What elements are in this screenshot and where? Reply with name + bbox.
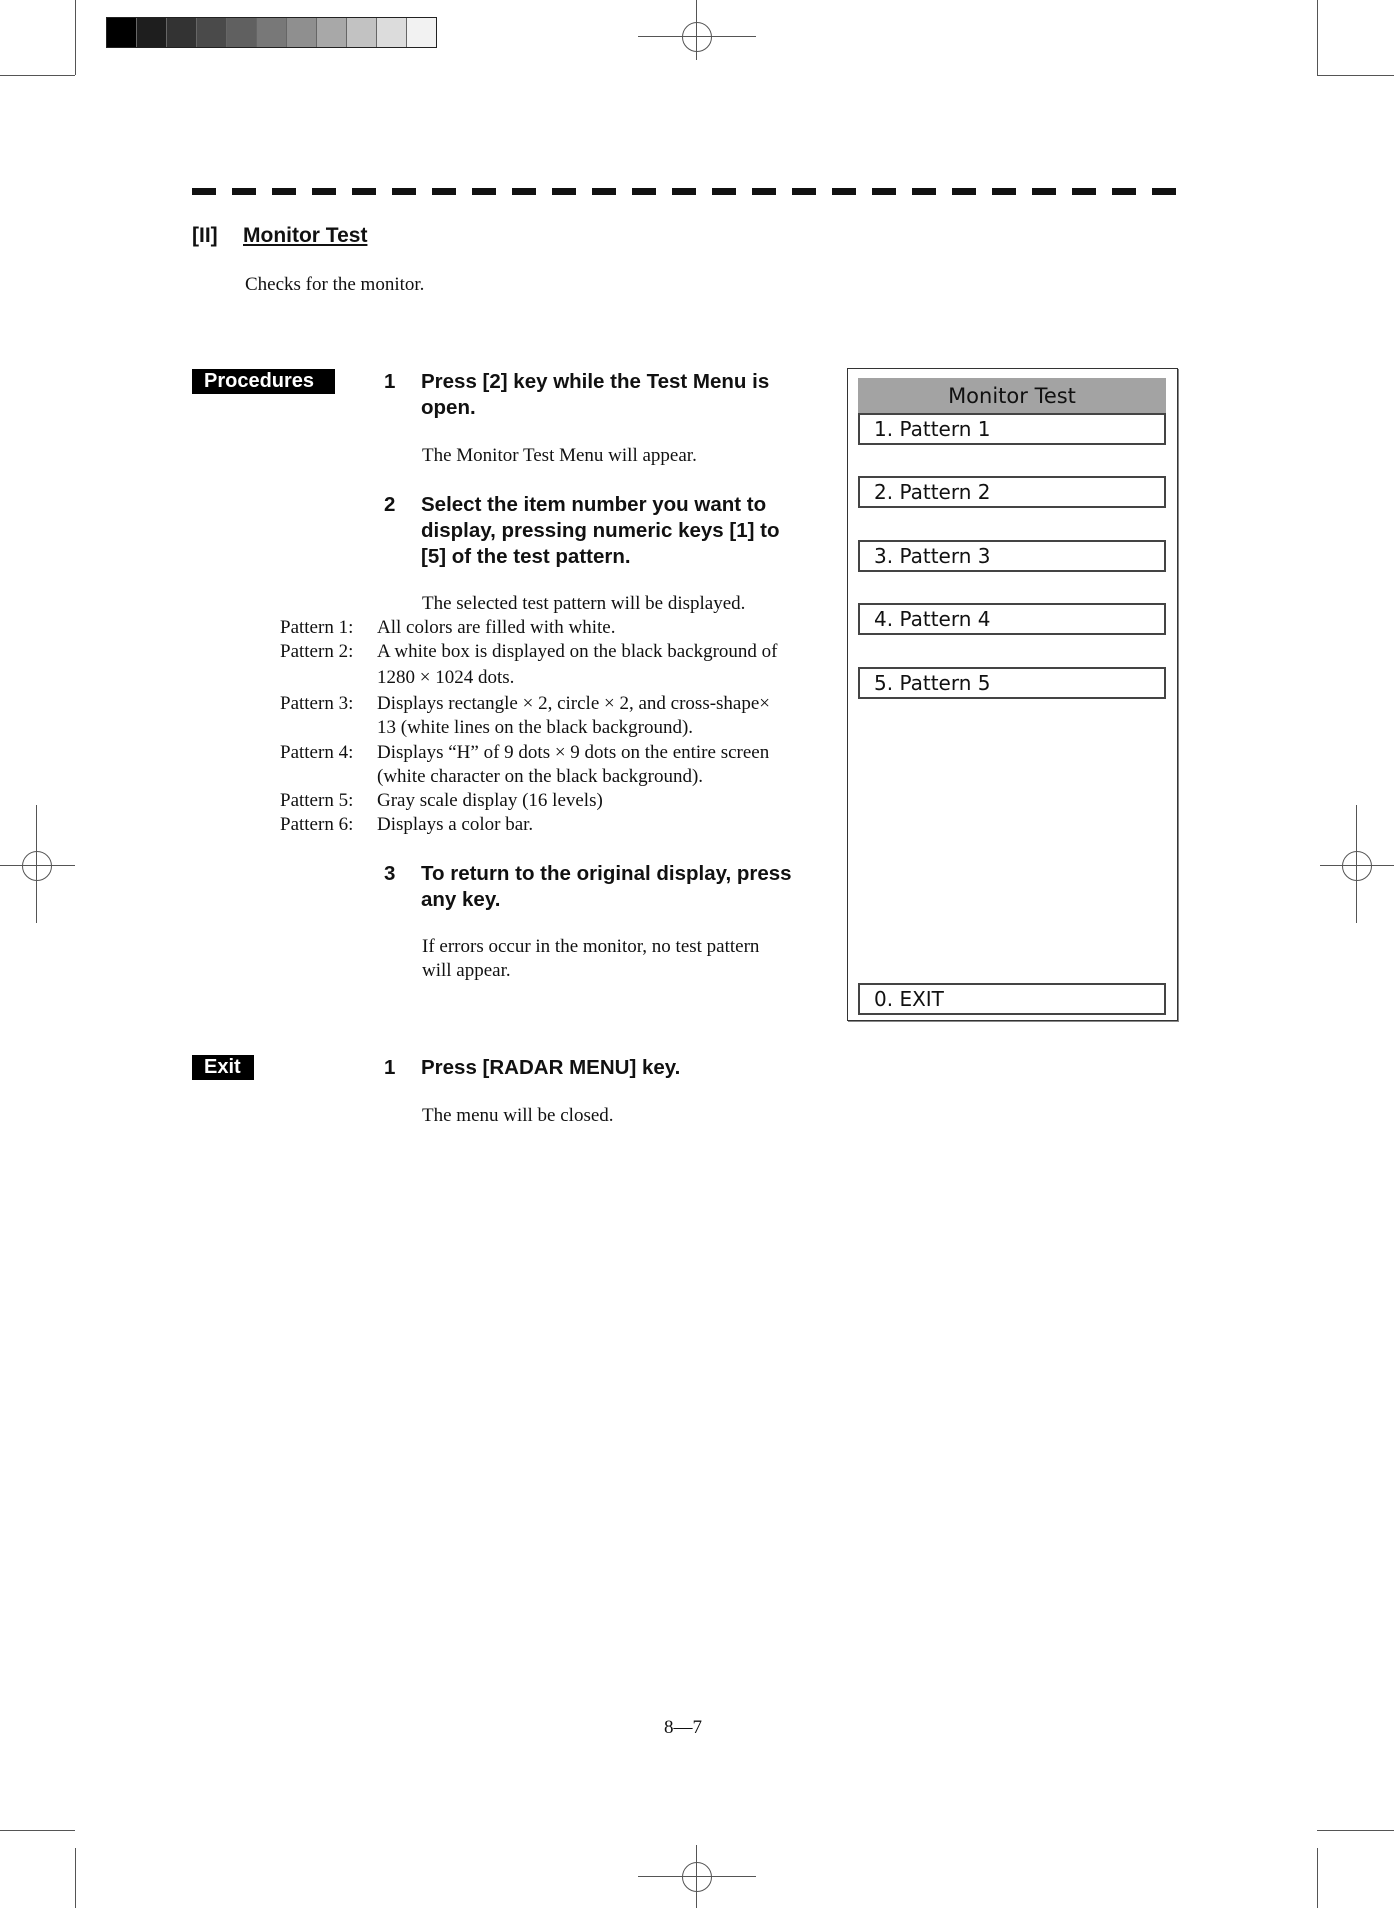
step-1-line-1: Press [2] key while the Test Menu is [421,370,770,393]
step-2-line-3: [5] of the test pattern. [421,545,631,568]
exit-step-number: 1 [384,1056,396,1079]
step-1-number: 1 [384,370,396,393]
menu-item-label: 4. Pattern 4 [874,607,991,631]
step-3-note-line-1: If errors occur in the monitor, no test pattern [422,936,760,957]
menu-item-label: 0. EXIT [874,987,944,1011]
gray-scale-strip [106,17,437,48]
gray-swatch [227,18,257,47]
pattern-desc [377,741,817,789]
section-intro: Checks for the monitor. [245,274,425,295]
step-3-text [421,861,851,913]
pattern-desc-line-2: 13 (white lines on the black background). [377,717,694,738]
pattern-label: Pattern 5: [280,790,354,811]
section-number: [II] [192,224,218,247]
menu-item-label: 3. Pattern 3 [874,544,991,568]
pattern-label: Pattern 2: [280,641,354,662]
pattern-label: Pattern 1: [280,617,354,638]
step-2-line-2: display, pressing numeric keys [1] to [421,519,780,542]
gray-swatch [257,18,287,47]
step-3-number: 3 [384,862,396,885]
pattern-desc: Displays a color bar. [377,814,534,835]
page-number: 8—7 [664,1717,702,1738]
gray-swatch [137,18,167,47]
step-1-text [421,369,821,421]
procedures-tag: Procedures [192,369,335,394]
step-2-line-1: Select the item number you want to [421,493,767,516]
step-3-note-line-2: will appear. [422,960,511,981]
pattern-label: Pattern 3: [280,693,354,714]
pattern-label: Pattern 4: [280,742,354,763]
menu-title: Monitor Test [858,378,1166,414]
step-3-line-1: To return to the original display, press [421,862,792,885]
exit-tag: Exit [192,1055,254,1080]
step-3-note [422,935,822,983]
menu-item-pattern-3[interactable] [858,540,1166,572]
pattern-desc: Gray scale display (16 levels) [377,790,603,811]
menu-item-label: 5. Pattern 5 [874,671,991,695]
step-1-line-2: open. [421,396,476,419]
gray-swatch [107,18,137,47]
step-2-text [421,492,841,570]
step-1-note: The Monitor Test Menu will appear. [422,445,697,466]
gray-swatch [167,18,197,47]
pattern-desc-line-1: Displays “H” of 9 dots × 9 dots on the entire screen [377,742,770,763]
section-title: Monitor Test [243,224,368,247]
gray-swatch [287,18,317,47]
step-2-note: The selected test pattern will be displayed. [422,593,746,614]
dashed-rule [192,188,1182,195]
exit-step-text: Press [RADAR MENU] key. [421,1056,681,1079]
menu-item-pattern-4[interactable] [858,603,1166,635]
exit-note: The menu will be closed. [422,1105,614,1126]
pattern-label: Pattern 6: [280,814,354,835]
pattern-desc: All colors are filled with white. [377,617,616,638]
pattern-desc-line-2: (white character on the black background). [377,766,704,787]
menu-item-pattern-1[interactable] [858,413,1166,445]
step-2-number: 2 [384,493,396,516]
gray-swatch [377,18,407,47]
menu-item-pattern-2[interactable] [858,476,1166,508]
pattern-desc-line-1: A white box is displayed on the black background of [377,641,778,662]
menu-item-pattern-5[interactable] [858,667,1166,699]
step-3-line-2: any key. [421,888,501,911]
gray-swatch [197,18,227,47]
pattern-desc [377,640,817,690]
pattern-desc-line-1: Displays rectangle × 2, circle × 2, and cross-shape× [377,693,771,714]
pattern-desc-line-2: 1280 × 1024 dots. [377,667,515,688]
menu-item-exit[interactable] [858,983,1166,1015]
gray-swatch [407,18,436,47]
menu-item-label: 1. Pattern 1 [874,417,991,441]
pattern-desc [377,692,817,740]
monitor-test-menu [847,368,1178,1021]
gray-swatch [347,18,377,47]
menu-item-label: 2. Pattern 2 [874,480,991,504]
gray-swatch [317,18,347,47]
